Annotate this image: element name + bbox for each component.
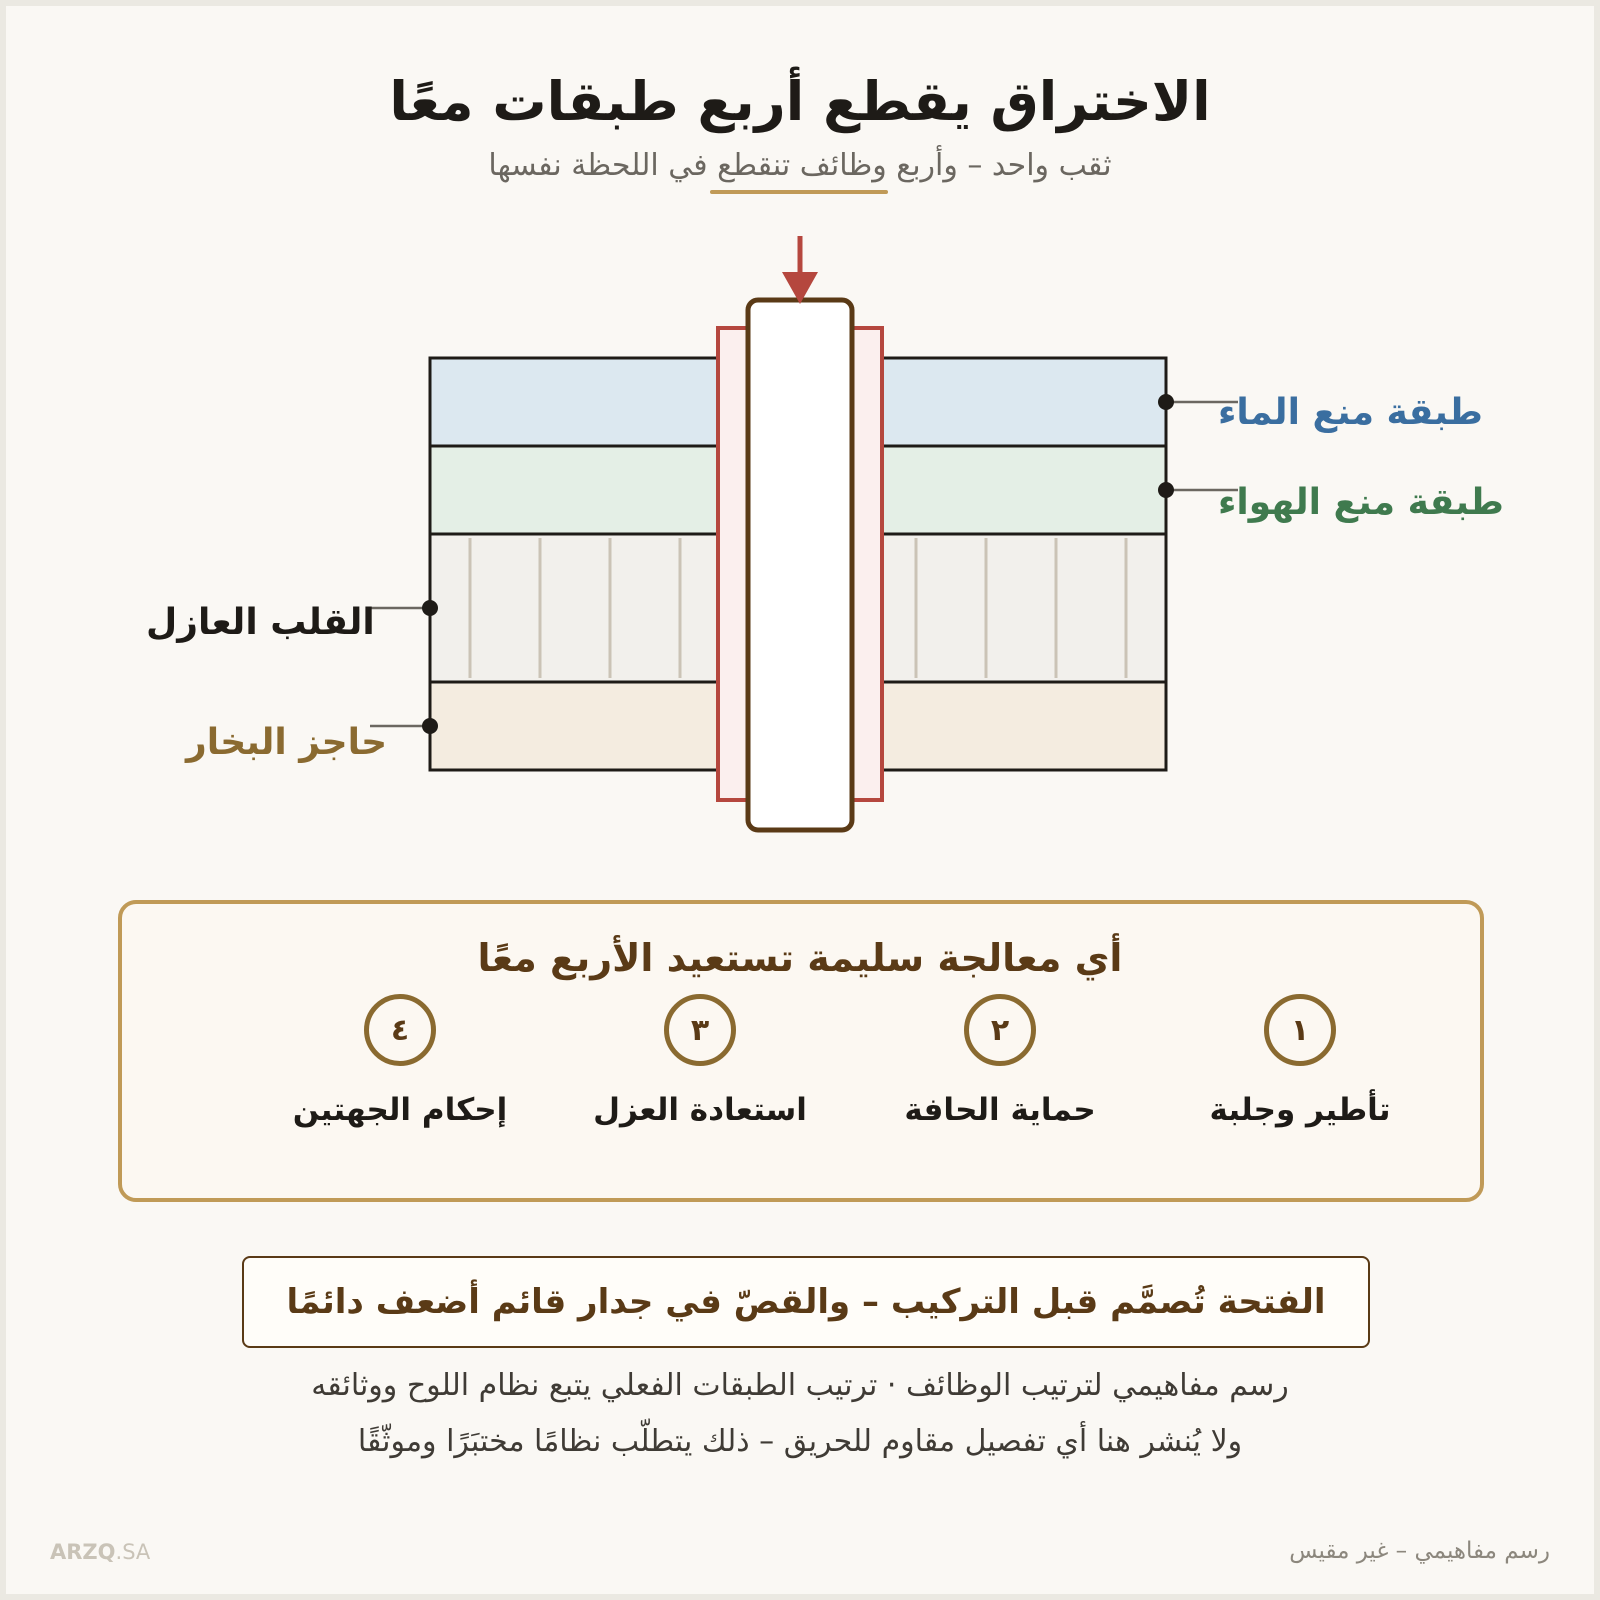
step-1-label: تأطير وجلبة — [1209, 1092, 1391, 1128]
sleeve-left — [718, 328, 748, 800]
note-line-1: رسم مفاهيمي لترتيب الوظائف · ترتيب الطبقات الفعلي يتبع نظام اللوح ووثائقه — [311, 1368, 1289, 1403]
label-vapor-barrier: حاجز البخار — [186, 722, 388, 763]
footer-caption: رسم مفاهيمي – غير مقيس — [1289, 1538, 1550, 1564]
brand-logo — [50, 1540, 150, 1564]
sleeve-right — [852, 328, 882, 800]
treatment-title: أي معالجة سليمة تستعيد الأربع معًا — [477, 936, 1123, 980]
step-2-label: حماية الحافة — [904, 1092, 1096, 1128]
wall-section-diagram — [6, 6, 1594, 906]
step-1-badge: ١ — [1264, 994, 1336, 1066]
step-4-label: إحكام الجهتين — [292, 1092, 508, 1128]
penetration-pipe — [748, 300, 852, 830]
penetration-arrow-icon — [782, 236, 818, 304]
page-subtitle: ثقب واحد – وأربع وظائف تنقطع في اللحظة نفسها — [488, 148, 1112, 183]
brand-domain: .SA — [115, 1540, 151, 1564]
page-title: الاختراق يقطع أربع طبقات معًا — [389, 70, 1211, 133]
step-3-badge: ٣ — [664, 994, 736, 1066]
label-air-barrier: طبقة منع الهواء — [1218, 482, 1504, 523]
page-frame — [6, 6, 1594, 1594]
label-water-barrier: طبقة منع الماء — [1218, 392, 1483, 433]
step-2-badge: ٢ — [964, 994, 1036, 1066]
step-3-label: استعادة العزل — [593, 1092, 807, 1128]
step-4-badge: ٤ — [364, 994, 436, 1066]
label-insulation-core: القلب العازل — [146, 602, 375, 643]
brand-name: ARZQ — [50, 1540, 116, 1564]
note-line-2: ولا يُنشر هنا أي تفصيل مقاوم للحريق – ذلك يتطلّب نظامًا مختبَرًا وموثّقًا — [357, 1424, 1243, 1459]
design-callout: الفتحة تُصمَّم قبل التركيب – والقصّ في جدار قائم أضعف دائمًا — [242, 1256, 1370, 1348]
